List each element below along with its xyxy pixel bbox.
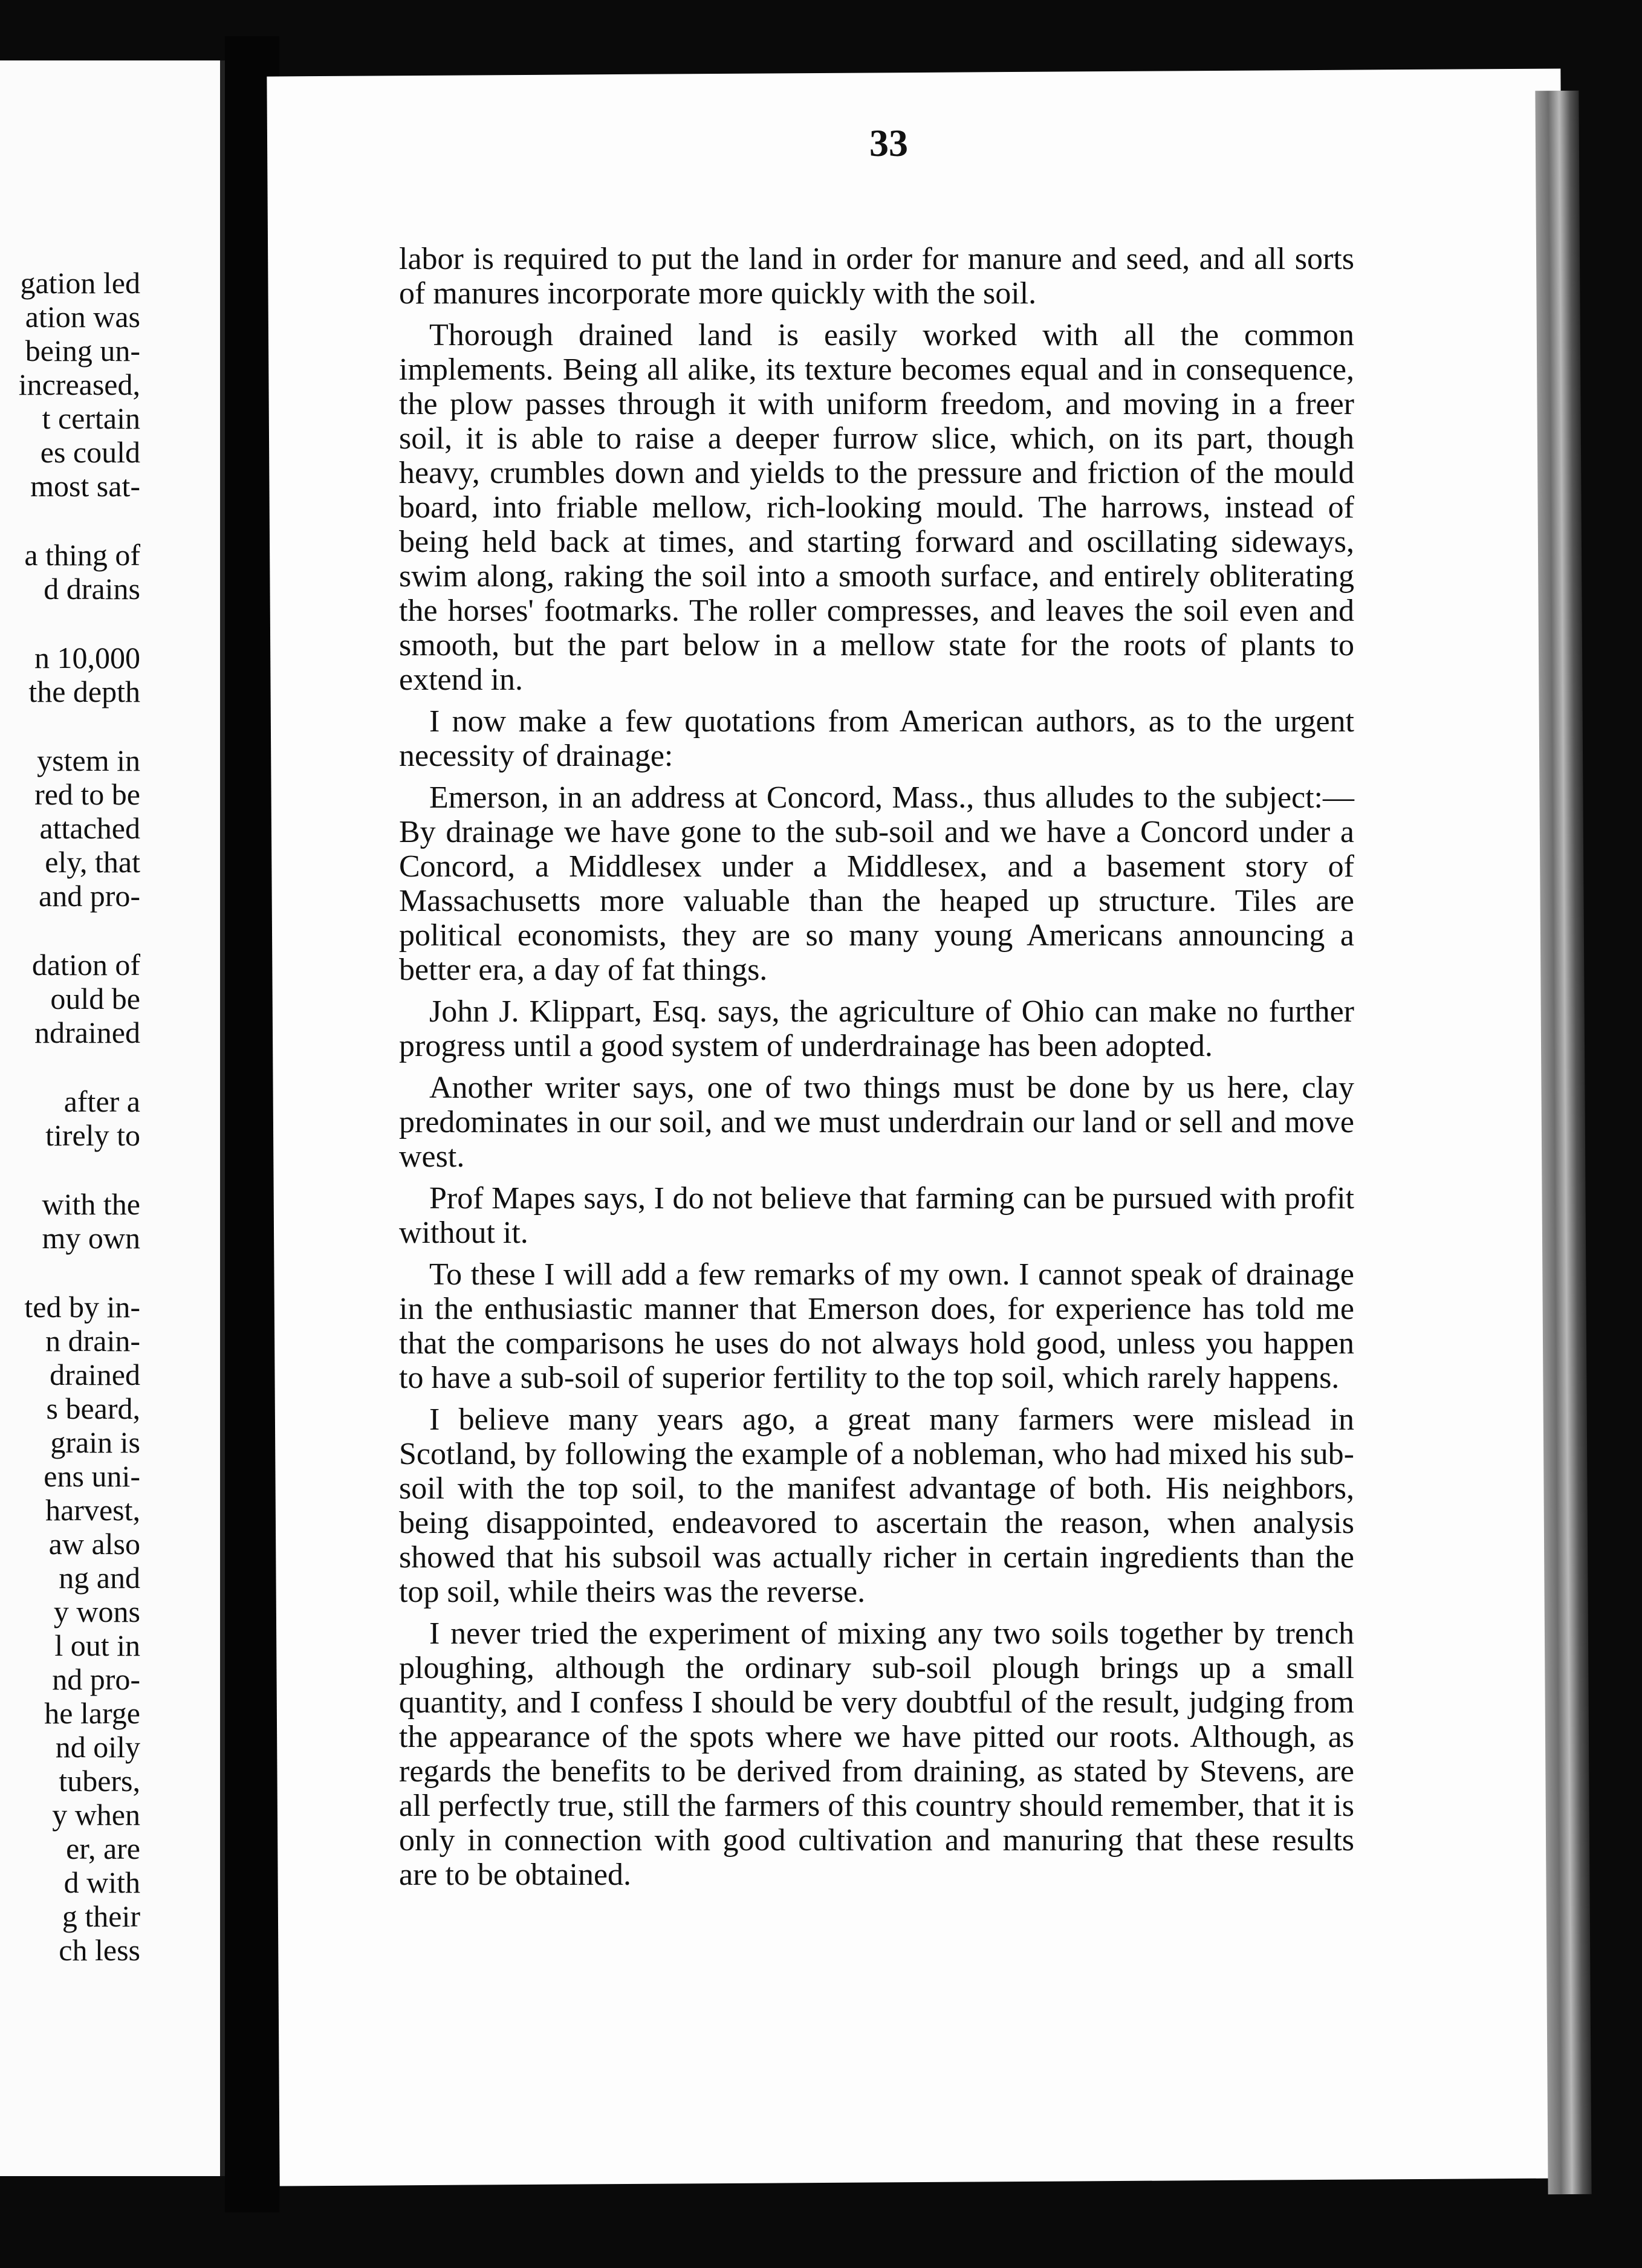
left-fragment-line: ted by in-: [24, 1290, 140, 1324]
paragraph: I never tried the experiment of mixing any two soils together by trench ploughing, although the ordinary sub-soil plough brings up a small quantity, and I confess I should be very doubtful of the result, judging from the appearance of the spots where we have pitted our roots. Although, as regards the benefits to be derived from draining, as stated by Stevens, are all perfectly true, still the farmers of this country should remember, that it is only in connection with good cultivation and manuring that these results are to be obtained.: [399, 1616, 1354, 1892]
left-fragment-line: drained: [50, 1358, 140, 1392]
left-fragment-line: grain is: [50, 1425, 140, 1459]
left-fragment-line: n drain-: [45, 1324, 140, 1358]
left-fragment-line: a thing of: [24, 538, 140, 572]
paragraph: I now make a few quotations from American authors, as to the urgent necessity of drainage:: [399, 704, 1354, 773]
left-facing-page: [0, 60, 225, 2176]
left-fragment-line: red to be: [34, 777, 140, 811]
body-text: [399, 242, 1354, 1899]
left-fragment-line: ation was: [25, 300, 140, 334]
left-fragment-line: d with: [63, 1865, 140, 1899]
left-fragment-line: increased,: [18, 368, 140, 401]
left-fragment-line: attached: [39, 811, 140, 845]
left-fragment-line: harvest,: [45, 1493, 140, 1527]
left-fragment-line: nd oily: [55, 1730, 140, 1764]
paragraph: labor is required to put the land in order for manure and seed, and all sorts of manures incorporate more quickly with the soil.: [399, 242, 1354, 311]
left-fragment-line: ystem in: [37, 744, 140, 777]
left-fragment-line: being un-: [25, 334, 140, 368]
left-fragment-line: ndrained: [34, 1016, 140, 1049]
left-fragment-line: he large: [44, 1696, 140, 1730]
left-fragment-line: ng and: [59, 1561, 140, 1595]
left-fragment-line: my own: [42, 1221, 140, 1255]
left-fragment-line: most sat-: [30, 469, 140, 503]
paragraph: John J. Klippart, Esq. says, the agriculture of Ohio can make no further progress until a good system of underdrainage has been adopted.: [399, 994, 1354, 1063]
left-fragment-line: s beard,: [46, 1392, 140, 1425]
left-fragment-line: dation of: [31, 948, 140, 982]
left-fragment-line: tirely to: [45, 1118, 140, 1152]
left-fragment-line: n 10,000: [34, 641, 140, 675]
left-fragment-line: d drains: [44, 572, 140, 606]
left-fragment-line: y wons: [53, 1595, 140, 1628]
left-fragment-line: er, are: [66, 1832, 140, 1865]
left-fragment-line: ely, that: [45, 845, 140, 879]
paragraph: To these I will add a few remarks of my own. I cannot speak of drainage in the enthusiastic manner that Emerson does, for experience has told me that the comparisons he uses do not always hold good, unless you happen to have a sub-soil of superior fertility to the top soil, which rarely happens.: [399, 1257, 1354, 1395]
left-fragment-line: the depth: [28, 675, 140, 708]
left-fragment-line: l out in: [54, 1628, 140, 1662]
paragraph: Thorough drained land is easily worked with all the common implements. Being all alike, its texture becomes equal and in consequence, the plow passes through it with uniform freedom, and moving in a freer soil, it is able to raise a deeper furrow slice, which, on its part, though heavy, crumbles down and yields to the pressure and friction of the mould board, into friable mellow, rich-looking mould. The harrows, instead of being held back at times, and starting forward and oscillating sideways, swim along, raking the soil into a smooth surface, and entirely obliterating the horses' footmarks. The roller compresses, and leaves the soil even and smooth, but the part below in a mellow state for the roots of plants to extend in.: [399, 318, 1354, 697]
page-number: 33: [869, 122, 908, 164]
left-fragment-line: aw also: [48, 1527, 140, 1561]
paragraph: Prof Mapes says, I do not believe that farming can be pursued with profit without it.: [399, 1181, 1354, 1250]
left-fragment-line: after a: [63, 1084, 140, 1118]
paragraph: I believe many years ago, a great many farmers were mislead in Scotland, by following the example of a nobleman, who had mixed his sub-soil with the top soil, to the manifest advantage of both. His neighbors, being disappointed, endeavored to ascertain the reason, when analysis showed that his subsoil was actually richer in certain ingredients than the top soil, while theirs was the reverse.: [399, 1402, 1354, 1609]
left-fragment-line: ould be: [50, 982, 140, 1016]
left-fragment-line: ens uni-: [44, 1459, 140, 1493]
left-fragment-line: g their: [62, 1899, 140, 1933]
left-fragment-line: nd pro-: [52, 1662, 140, 1696]
paragraph: Another writer says, one of two things must be done by us here, clay predominates in our soil, and we must underdrain our land or sell and move west.: [399, 1071, 1354, 1174]
left-fragment-line: t certain: [42, 401, 140, 435]
left-fragment-line: es could: [40, 435, 140, 469]
left-fragment-line: with the: [42, 1187, 140, 1221]
left-fragment-line: ch less: [59, 1933, 140, 1967]
left-fragment-line: tubers,: [59, 1764, 140, 1798]
left-page-edge-shadow: [220, 60, 225, 2176]
left-fragment-line: gation led: [20, 266, 140, 300]
left-fragment-line: y when: [52, 1798, 140, 1832]
left-fragment-line: and pro-: [39, 879, 140, 913]
paragraph: Emerson, in an address at Concord, Mass., thus alludes to the subject:—By drainage we have gone to the sub-soil and we have a Concord under a Concord, a Middlesex under a Middlesex, and a basement story of Massachusetts more valuable than the heaped up structure. Tiles are political economists, they are so many young Americans announcing a better era, a day of fat things.: [399, 780, 1354, 987]
